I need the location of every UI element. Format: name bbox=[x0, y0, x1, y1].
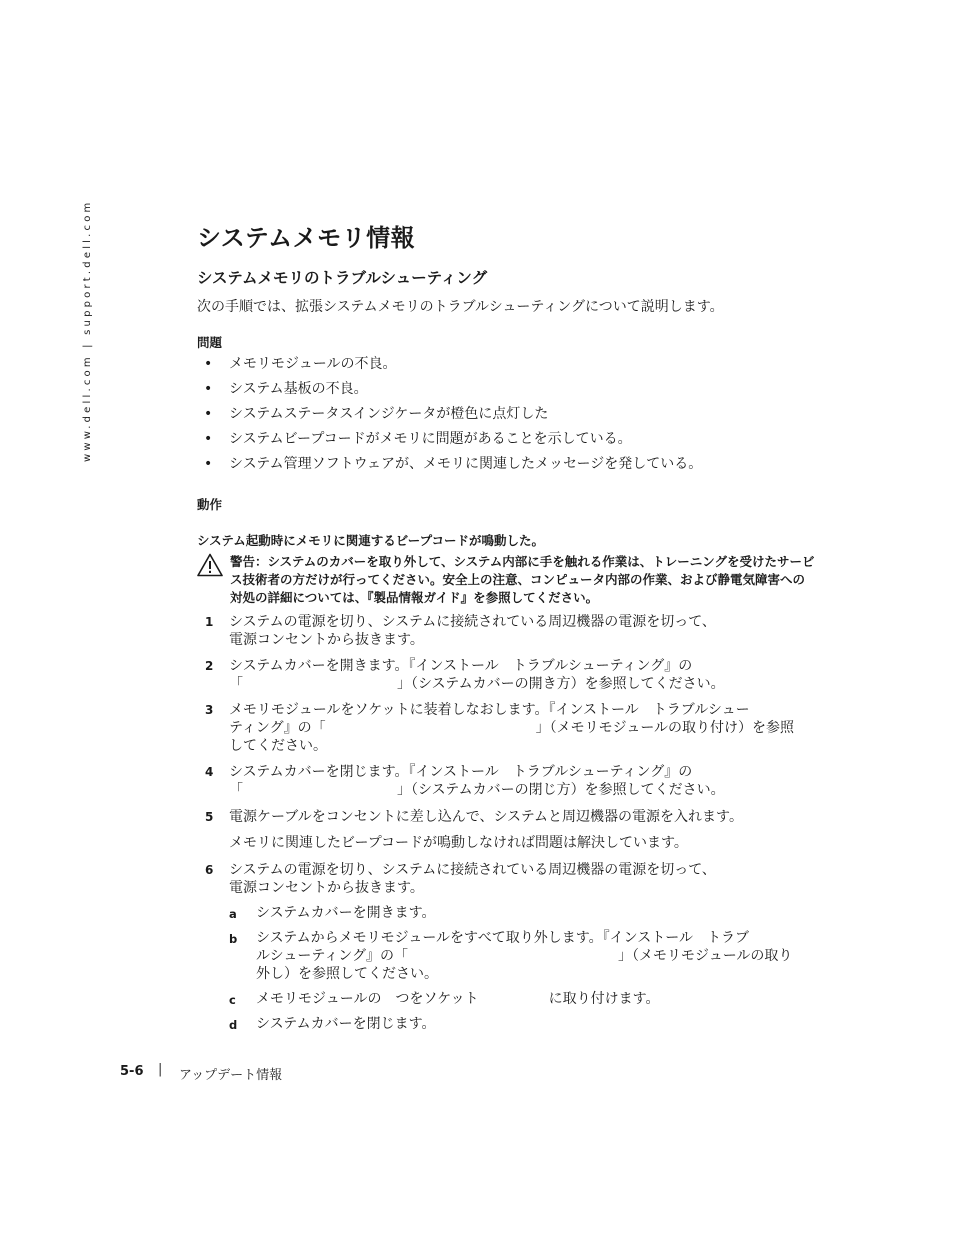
step-number: 3 bbox=[205, 703, 214, 717]
step-text: システムカバーを閉じます。『インストール トラブルシューティング』の 「 」（システムカバーの閉じ方）を参照してください。 bbox=[229, 764, 725, 798]
step-text: システムの電源を切り、システムに接続されている周辺機器の電源を切って、 電源コンセントから抜きます。 bbox=[229, 614, 716, 648]
problem-label: 問題 bbox=[197, 335, 223, 350]
step-number: 1 bbox=[205, 615, 214, 629]
footer-title: アップデート情報 bbox=[179, 1068, 283, 1083]
list-item: • システム管理ソフトウェアが、メモリに関連したメッセージを発している。 bbox=[204, 456, 703, 472]
section-title: システムメモリのトラブルシューティング bbox=[197, 269, 488, 287]
step-number: 5 bbox=[205, 810, 214, 824]
step-text: 電源ケーブルをコンセントに差し込んで、システムと周辺機器の電源を入れます。 bbox=[229, 809, 743, 825]
step-number: 4 bbox=[205, 765, 214, 779]
footer-separator: | bbox=[158, 1062, 163, 1077]
list-item: • システムビープコードがメモリに問題があることを示している。 bbox=[204, 431, 632, 447]
substep-letter: d bbox=[229, 1018, 238, 1032]
warning-triangle-icon bbox=[197, 553, 223, 577]
step-text: メモリモジュールをソケットに装着しなおします。『インストール トラブルシュー ティング』の「 」（メモリモジュールの取り付け）を参照 してください。 bbox=[229, 702, 795, 754]
step-text: システムカバーを開きます。『インストール トラブルシューティング』の 「 」（システムカバーの開き方）を参照してください。 bbox=[229, 658, 725, 692]
page-title: システムメモリ情報 bbox=[197, 224, 416, 252]
substep-letter: b bbox=[229, 932, 238, 946]
substep-text: システムカバーを閉じます。 bbox=[256, 1016, 436, 1032]
substep-text: システムからメモリモジュールをすべて取り外します。『インストール トラブ ルシューティング』の「 」（メモリモジュールの取り 外し）を参照してください。 bbox=[256, 930, 793, 982]
list-item: • メモリモジュールの不良。 bbox=[204, 356, 397, 372]
substep-letter: c bbox=[229, 993, 236, 1007]
list-item: • システムステータスインジケータが橙色に点灯した bbox=[204, 406, 549, 422]
warning-text: 警告：システムのカバーを取り外して、システム内部に手を触れる作業は、トレーニングを受けたサービス技術者の方だけが行ってください。安全上の注意、コンピュータ内部の作業、および静電気障害への対処の詳細については、『製品情報ガイド』を参照してください。 bbox=[230, 554, 815, 605]
footer-page-number: 5-6 bbox=[120, 1064, 144, 1079]
intro-text: 次の手順では、拡張システムメモリのトラブルシューティングについて説明します。 bbox=[197, 299, 724, 315]
substep-letter: a bbox=[229, 907, 237, 921]
problem-list bbox=[204, 354, 702, 479]
substep-text: メモリモジュールの つをソケット に取り付けます。 bbox=[256, 991, 660, 1007]
step-number: 6 bbox=[205, 863, 214, 877]
step-text: システムの電源を切り、システムに接続されている周辺機器の電源を切って、 電源コンセントから抜きます。 bbox=[229, 862, 716, 896]
step-number: 2 bbox=[205, 659, 214, 673]
list-item: • システム基板の不良。 bbox=[204, 381, 368, 397]
side-url: www.dell.com | support.dell.com bbox=[82, 199, 93, 462]
action-subhead: システム起動時にメモリに関連するビープコードが鳴動した。 bbox=[197, 533, 545, 548]
step-note: メモリに関連したビープコードが鳴動しなければ問題は解決しています。 bbox=[229, 835, 688, 851]
action-label: 動作 bbox=[197, 497, 223, 512]
substep-text: システムカバーを開きます。 bbox=[256, 905, 436, 921]
